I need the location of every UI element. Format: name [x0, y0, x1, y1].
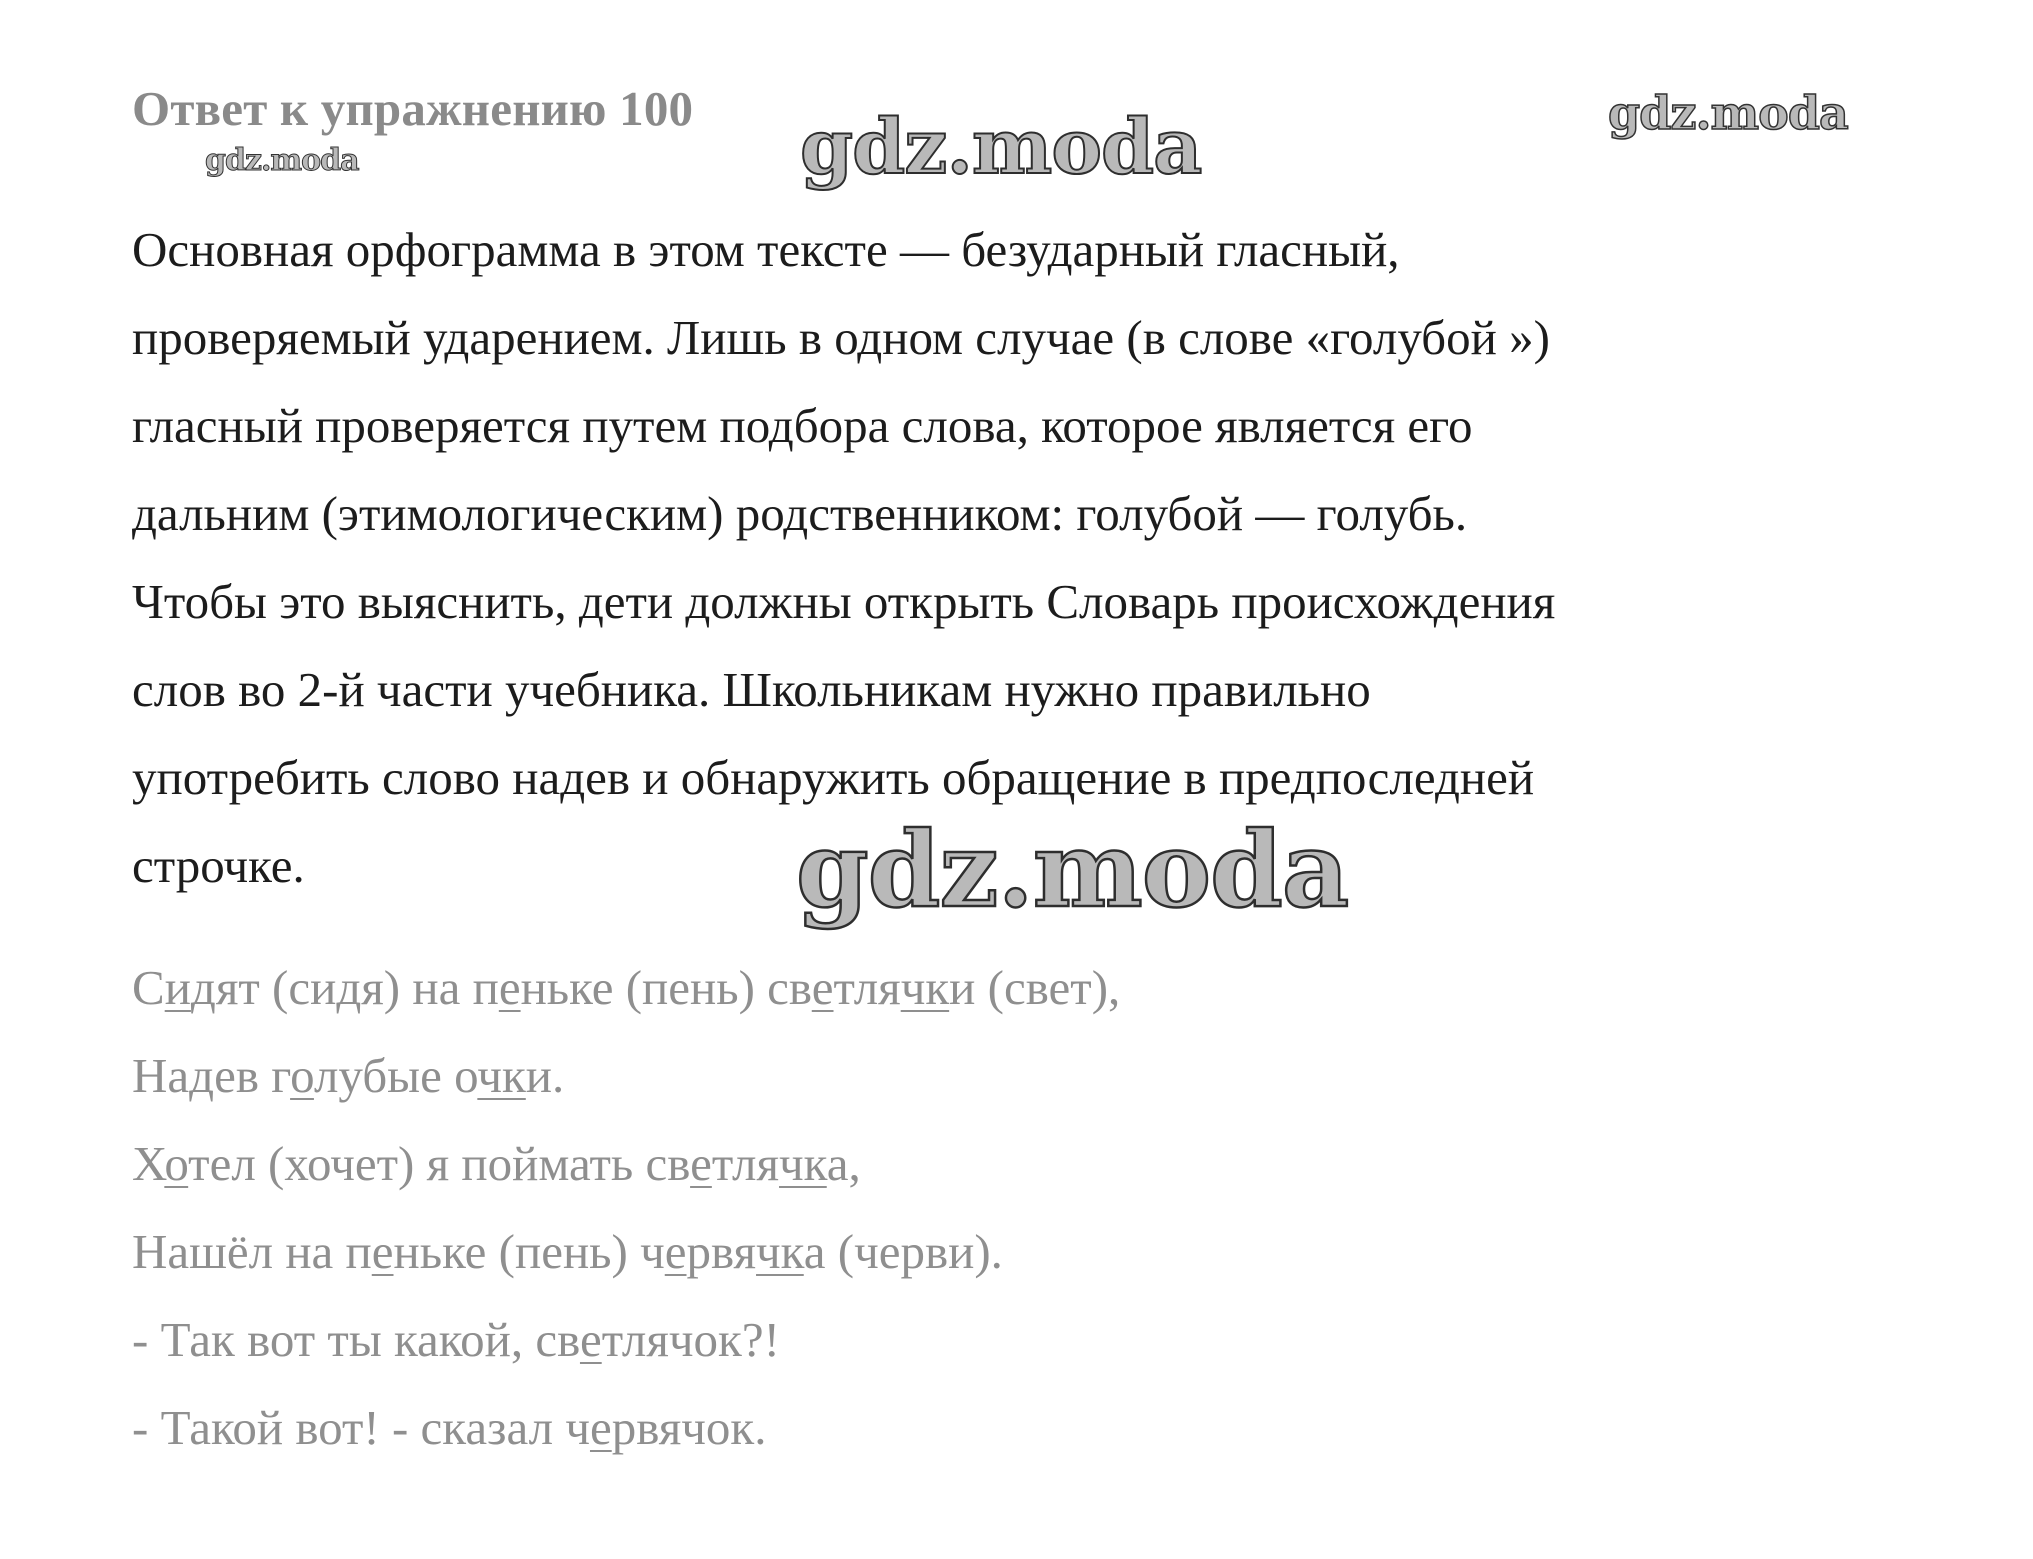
underlined-letters: е — [690, 1136, 712, 1191]
poem-text: ньке (пень) св — [520, 960, 812, 1015]
poem-text: и (свет), — [949, 960, 1121, 1015]
explanation-line: дальним (этимологическим) родственником: голубой — голубь. — [132, 486, 1468, 541]
poem-line — [132, 1308, 1120, 1396]
poem-text: а (черви). — [803, 1224, 1003, 1279]
underlined-letters: е — [589, 1400, 612, 1455]
underlined-letters: чк — [756, 1224, 804, 1279]
underlined-letters: о — [164, 1136, 189, 1191]
watermark-top-middle: gdz.moda — [800, 102, 1202, 191]
watermark-top-right: gdz.moda — [1608, 86, 1848, 140]
page-title: Ответ к упражнению 100 — [132, 81, 694, 136]
poem-text: рвя — [686, 1224, 757, 1279]
underlined-letters: е — [371, 1224, 394, 1279]
underlined-letters: чк — [900, 960, 950, 1015]
poem-line — [132, 1220, 1120, 1308]
explanation-line: проверяемый ударением. Лишь в одном случае (в слове «голубой ») — [132, 310, 1550, 365]
poem-text: - Так вот ты какой, св — [132, 1312, 580, 1367]
poem-text: Нашёл на п — [132, 1224, 372, 1279]
poem-text: тля — [833, 960, 901, 1015]
underlined-letters: чк — [779, 1136, 827, 1191]
explanation-line: Чтобы это выяснить, дети должны открыть Словарь происхождения — [132, 574, 1556, 629]
underlined-letters: е — [664, 1224, 687, 1279]
poem-text: Х — [132, 1136, 165, 1191]
poem-line — [132, 956, 1120, 1044]
poem-text: лубые о — [313, 1048, 478, 1103]
poem-text: тел (хочет) я поймать св — [188, 1136, 691, 1191]
watermark-center: gdz.moda — [796, 808, 1349, 931]
poem-text: и. — [525, 1048, 565, 1103]
watermark-small-left: gdz.moda — [205, 143, 359, 178]
underlined-letters: чк — [477, 1048, 526, 1103]
underlined-letters: и — [164, 960, 191, 1015]
poem-line — [132, 1132, 1120, 1220]
explanation-line: строчке. — [132, 838, 305, 893]
underlined-letters: о — [290, 1048, 314, 1103]
poem-text: тля — [711, 1136, 780, 1191]
poem-text: С — [132, 960, 165, 1015]
explanation-line: слов во 2-й части учебника. Школьникам нужно правильно — [132, 662, 1371, 717]
poem-text: тлячок?! — [601, 1312, 780, 1367]
poem-text: а, — [826, 1136, 861, 1191]
poem-text: дят (сидя) на п — [190, 960, 499, 1015]
poem-block — [132, 956, 1120, 1484]
underlined-letters: е — [811, 960, 834, 1015]
poem-text: - Такой вот! - сказал ч — [132, 1400, 590, 1455]
poem-text: ньке (пень) ч — [393, 1224, 665, 1279]
poem-text: Надев г — [132, 1048, 291, 1103]
underlined-letters: е — [498, 960, 521, 1015]
explanation-line: гласный проверяется путем подбора слова, которое является его — [132, 398, 1473, 453]
explanation-line: употребить слово надев и обнаружить обращение в предпоследней — [132, 750, 1535, 805]
explanation-line: Основная орфограмма в этом тексте — безударный гласный, — [132, 222, 1400, 277]
underlined-letters: е — [579, 1312, 602, 1367]
poem-line — [132, 1044, 1120, 1132]
poem-line — [132, 1396, 1120, 1484]
poem-text: рвячок. — [611, 1400, 767, 1455]
